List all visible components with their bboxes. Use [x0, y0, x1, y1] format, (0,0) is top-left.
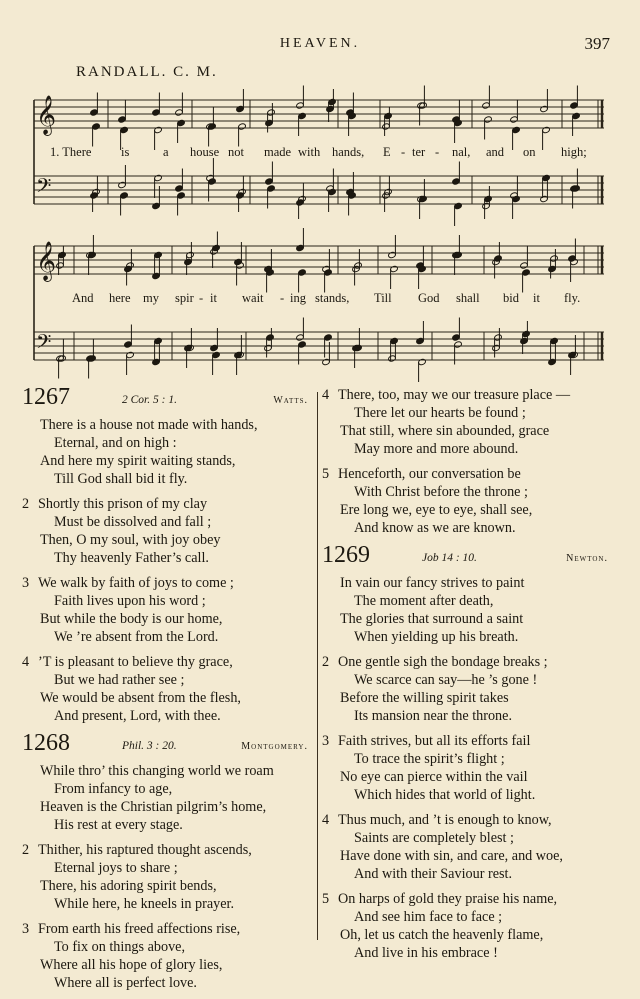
lyric-syllable: God	[418, 291, 440, 305]
scripture-reference: Phil. 3 : 20.	[122, 740, 177, 752]
lyric-syllable: not	[228, 145, 244, 159]
stanza	[322, 890, 614, 962]
lyric-syllable: spir	[175, 291, 194, 305]
verse-line	[322, 750, 614, 768]
lyric-syllable: hands,	[332, 145, 365, 159]
lyric-syllable: nal,	[452, 145, 471, 159]
stanza	[322, 465, 614, 537]
verse-text: To trace the spirit’s flight ;	[354, 751, 505, 767]
verse-line	[322, 689, 614, 707]
verse-text: ’T is pleasant to believe thy grace,	[38, 654, 233, 670]
treble-clef: 𝄞	[36, 241, 57, 281]
stanza-number: 2	[22, 496, 30, 512]
lyric-syllable: -	[401, 145, 406, 159]
lyric-syllable: house	[190, 145, 220, 159]
stanza	[322, 653, 614, 725]
hymn-block	[22, 386, 314, 725]
verse-line	[322, 786, 614, 804]
verse-text: And see him face to face ;	[354, 909, 503, 925]
verse-line	[22, 549, 314, 567]
stanza	[22, 762, 314, 834]
stanza-number: 5	[322, 891, 330, 907]
stanza	[22, 574, 314, 646]
lyric-syllable: it	[210, 291, 217, 305]
stanza	[322, 732, 614, 804]
verse-line	[322, 908, 614, 926]
verse-text: In vain our fancy strives to paint	[340, 575, 525, 591]
stanza-number: 4	[22, 654, 30, 670]
hymn-block	[322, 544, 614, 962]
verse-line	[322, 865, 614, 883]
verse-text: That still, where sin abounded, grace	[340, 423, 550, 439]
scripture-reference: 2 Cor. 5 : 1.	[122, 394, 177, 406]
verse-text: One gentle sigh the bondage breaks ;	[338, 654, 548, 670]
lyric-syllable: 1. There	[50, 145, 92, 159]
treble-clef: 𝄞	[36, 95, 57, 135]
lyric-syllable: ing	[290, 291, 306, 305]
stanza	[322, 386, 614, 458]
hymn-number: 1267	[22, 384, 70, 410]
lyric-syllable: with	[298, 145, 321, 159]
stanza-number: 3	[22, 575, 30, 591]
music-system-2	[32, 232, 608, 372]
verse-line	[322, 465, 614, 483]
verse-text: There let our hearts be found ;	[354, 405, 526, 421]
verse-text: To fix on things above,	[54, 939, 186, 955]
lyric-syllable: -	[435, 145, 440, 159]
stanza-number: 4	[322, 812, 330, 828]
lyric-syllable: a	[163, 145, 169, 159]
verse-line	[22, 798, 314, 816]
verse-line	[22, 470, 314, 488]
verse-line	[22, 841, 314, 859]
hymn-number: 1268	[22, 730, 70, 756]
stanza-number: 3	[322, 733, 330, 749]
stanza-number: 2	[322, 654, 330, 670]
verse-text: Thus much, and ’t is enough to know,	[338, 812, 552, 828]
hymn-author: Montgomery.	[241, 741, 308, 752]
verse-line	[322, 592, 614, 610]
scripture-reference: Job 14 : 10.	[422, 552, 477, 564]
page-number: 397	[584, 34, 610, 53]
verse-text: Which hides that world of light.	[354, 787, 536, 803]
verse-text: Where all is perfect love.	[54, 975, 197, 991]
verse-line	[22, 671, 314, 689]
verse-text: Eternal joys to share ;	[54, 860, 178, 876]
verse-text: We walk by faith of joys to come ;	[38, 575, 234, 591]
verse-line	[322, 829, 614, 847]
verse-line	[22, 859, 314, 877]
lyric-syllable: made	[264, 145, 292, 159]
verse-text: And present, Lord, with thee.	[54, 708, 221, 724]
verse-text: And with their Saviour rest.	[354, 866, 513, 882]
stanza	[322, 574, 614, 646]
verse-line	[322, 628, 614, 646]
verse-text: Henceforth, our conversation be	[338, 466, 521, 482]
verse-line	[22, 707, 314, 725]
verse-text: We ’re absent from the Lord.	[54, 629, 219, 645]
verse-line	[22, 416, 314, 434]
verse-text: But we had rather see ;	[54, 672, 185, 688]
verse-line	[322, 440, 614, 458]
verse-text: And here my spirit waiting stands,	[40, 453, 236, 469]
verse-line	[322, 732, 614, 750]
lyric-syllable: wait	[242, 291, 264, 305]
lyric-syllable: high;	[561, 145, 587, 159]
hymn-header	[22, 732, 314, 762]
verse-line	[22, 816, 314, 834]
verse-line	[22, 653, 314, 671]
stanza	[22, 495, 314, 567]
verse-line	[322, 671, 614, 689]
verse-line	[22, 877, 314, 895]
stanza-number: 4	[322, 387, 330, 403]
verse-text: While here, he kneels in prayer.	[54, 896, 235, 912]
verse-text: Faith lives upon his word ;	[54, 593, 206, 609]
verse-line	[322, 386, 614, 404]
lyric-syllable: -	[199, 291, 204, 305]
verse-text: There, too, may we our treasure place —	[338, 387, 571, 403]
left-column	[22, 386, 314, 999]
column-divider	[317, 392, 318, 940]
verse-line	[22, 895, 314, 913]
verse-text: Saints are completely blest ;	[354, 830, 514, 846]
verse-text: Eternal, and on high :	[54, 435, 177, 451]
verse-line	[22, 434, 314, 452]
lyric-syllable: ter	[412, 145, 426, 159]
verse-text: Faith strives, but all its efforts fail	[338, 733, 531, 749]
verse-line	[22, 628, 314, 646]
verse-text: May more and more abound.	[354, 441, 519, 457]
verse-text: Its mansion near the throne.	[354, 708, 512, 724]
lyric-syllable: bid	[503, 291, 519, 305]
verse-line	[22, 689, 314, 707]
verse-line	[322, 574, 614, 592]
verse-line	[322, 483, 614, 501]
verse-text: When yielding up his breath.	[354, 629, 519, 645]
verse-line	[22, 495, 314, 513]
right-column	[322, 386, 614, 969]
lyric-syllable: my	[143, 291, 159, 305]
verse-line	[322, 422, 614, 440]
verse-line	[22, 452, 314, 470]
verse-line	[322, 847, 614, 865]
lyric-syllable: here	[109, 291, 131, 305]
verse-text: Shortly this prison of my clay	[38, 496, 208, 512]
verse-line	[322, 926, 614, 944]
verse-line	[322, 610, 614, 628]
verse-text: Ere long we, eye to eye, shall see,	[340, 502, 533, 518]
tune-title: RANDALL. C. M.	[76, 64, 218, 80]
verse-line	[22, 938, 314, 956]
lyric-syllable: and	[486, 145, 505, 159]
verse-text: Thither, his raptured thought ascends,	[38, 842, 252, 858]
verse-text: Before the willing spirit takes	[340, 690, 509, 706]
verse-text: Oh, let us catch the heavenly flame,	[340, 927, 544, 943]
verse-text: But while the body is our home,	[40, 611, 223, 627]
verse-line	[22, 574, 314, 592]
lyric-syllable: Till	[374, 291, 392, 305]
stanza	[22, 920, 314, 992]
lyric-syllable: shall	[456, 291, 480, 305]
stanza	[322, 811, 614, 883]
verse-text: And know as we are known.	[354, 520, 516, 536]
verse-line	[322, 944, 614, 962]
verse-line	[22, 762, 314, 780]
verse-line	[322, 768, 614, 786]
stanza-number: 3	[22, 921, 30, 937]
verse-line	[322, 890, 614, 908]
verse-text: While thro’ this changing world we roam	[40, 763, 274, 779]
verse-text: Then, O my soul, with joy obey	[40, 532, 221, 548]
bass-clef: 𝄢	[36, 174, 52, 202]
verse-text: Where all his hope of glory lies,	[40, 957, 223, 973]
hymn-number: 1269	[322, 542, 370, 568]
lyric-syllable: is	[121, 145, 130, 159]
stanza-number: 2	[22, 842, 30, 858]
verse-text: We scarce can say—he ’s gone !	[354, 672, 538, 688]
hymn-header	[322, 544, 614, 574]
verse-text: From infancy to age,	[54, 781, 173, 797]
verse-line	[22, 592, 314, 610]
music-system-1	[32, 92, 608, 220]
verse-text: No eye can pierce within the vail	[340, 769, 528, 785]
lyric-syllable: -	[280, 291, 285, 305]
verse-line	[322, 501, 614, 519]
verse-text: There is a house not made with hands,	[40, 417, 258, 433]
verse-line	[22, 920, 314, 938]
stanza	[22, 841, 314, 913]
verse-text: Have done with sin, and care, and woe,	[340, 848, 563, 864]
verse-text: Thy heavenly Father’s call.	[54, 550, 209, 566]
lyric-syllable: it	[533, 291, 540, 305]
hymn-block	[22, 732, 314, 992]
lyric-syllable: on	[523, 145, 536, 159]
verse-line	[322, 653, 614, 671]
lyric-syllable: stands,	[315, 291, 350, 305]
verse-text: There, his adoring spirit bends,	[40, 878, 217, 894]
verse-text: His rest at every stage.	[54, 817, 183, 833]
stanza	[22, 653, 314, 725]
lyric-syllable: And	[72, 291, 94, 305]
stanza-number: 5	[322, 466, 330, 482]
page-header	[0, 34, 640, 56]
verse-text: From earth his freed affections rise,	[38, 921, 241, 937]
verse-line	[22, 780, 314, 798]
verse-text: And live in his embrace !	[354, 945, 498, 961]
verse-text: Heaven is the Christian pilgrim’s home,	[40, 799, 267, 815]
verse-text: On harps of gold they praise his name,	[338, 891, 558, 907]
verse-line	[22, 513, 314, 531]
verse-text: Must be dissolved and fall ;	[54, 514, 212, 530]
verse-text: The glories that surround a saint	[340, 611, 524, 627]
verse-text: We would be absent from the flesh,	[40, 690, 241, 706]
hymn-author: Newton.	[566, 553, 608, 564]
verse-text: With Christ before the throne ;	[354, 484, 528, 500]
lyric-syllable: fly.	[564, 291, 581, 305]
verse-text: The moment after death,	[354, 593, 494, 609]
verse-line	[22, 974, 314, 992]
verse-line	[22, 531, 314, 549]
verse-line	[322, 519, 614, 537]
page-title: HEAVEN.	[279, 36, 361, 51]
hymn-block	[322, 386, 614, 537]
verse-line	[22, 610, 314, 628]
verse-line	[22, 956, 314, 974]
stanza	[22, 416, 314, 488]
verse-line	[322, 707, 614, 725]
hymn-header	[22, 386, 314, 416]
verse-text: Till God shall bid it fly.	[54, 471, 188, 487]
bass-clef: 𝄢	[36, 330, 52, 358]
verse-line	[322, 404, 614, 422]
hymn-author: Watts.	[273, 395, 308, 406]
lyric-syllable: E	[383, 145, 391, 159]
verse-line	[322, 811, 614, 829]
